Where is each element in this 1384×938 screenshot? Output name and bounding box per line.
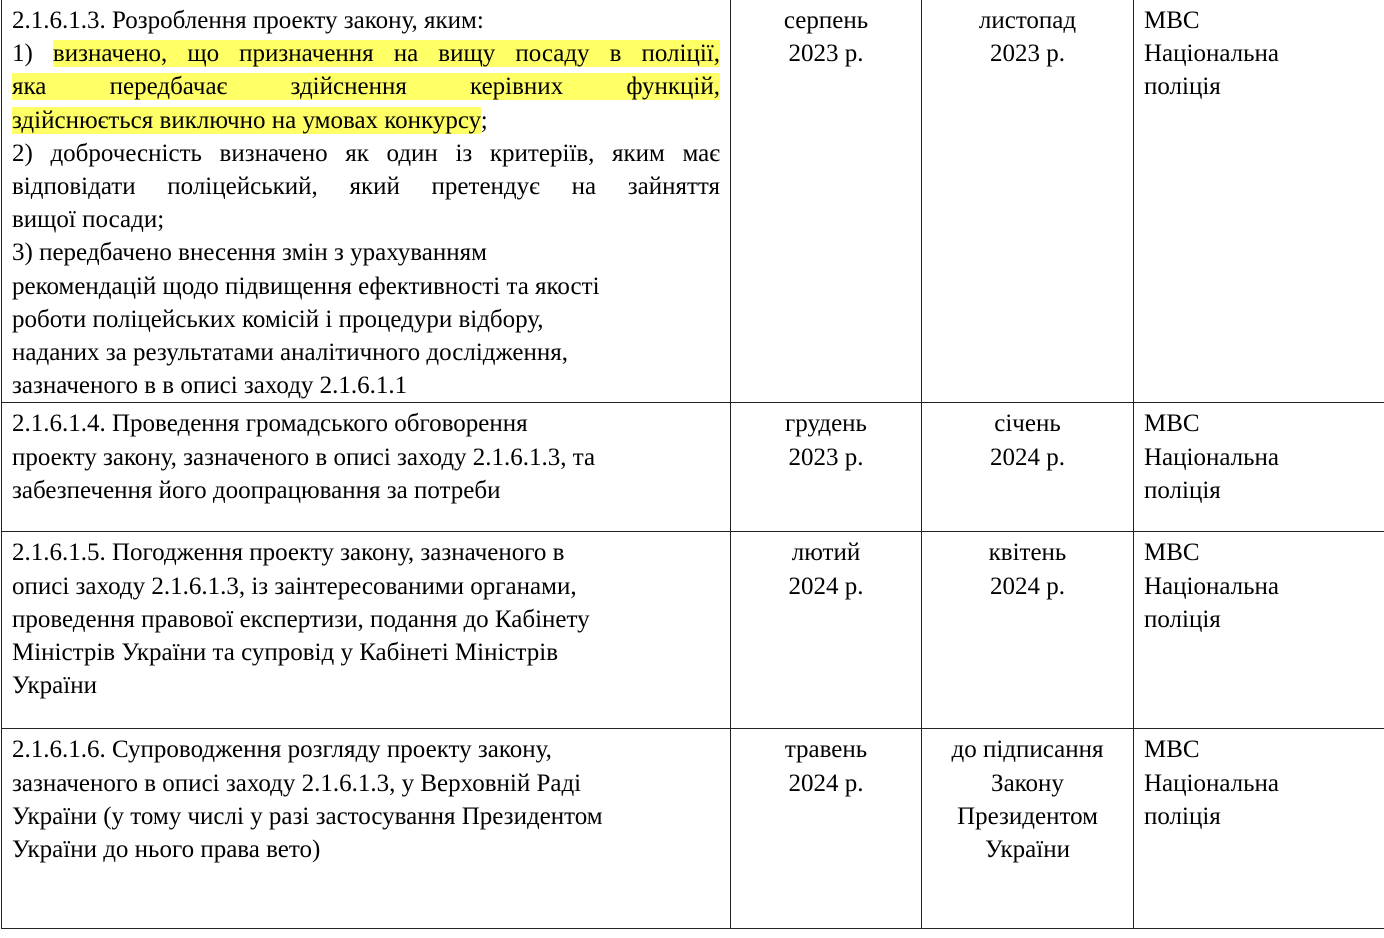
table-row [2,403,1384,532]
start-date-cell: серпень 2023 р. [731,0,922,403]
responsible-cell: МВС Національна поліція [1134,0,1384,403]
end-date-cell: листопад 2023 р. [922,0,1134,403]
measure-description-cell: 2.1.6.1.4. Проведення громадського обговорення проекту закону, зазначеного в описі заходу 2.1.6.1.3, та забезпечення його доопрацювання за потреби [2,403,731,532]
measure-description-cell: 2.1.6.1.5. Погодження проекту закону, зазначеного в описі заходу 2.1.6.1.3, із заінтересованими органами, проведення правової експертизи, подання до Кабінету Міністрів України та супровід у Кабінеті Міністрів України [2,532,731,729]
measure-description-cell: 2.1.6.1.6. Супроводження розгляду проекту закону, зазначеного в описі заходу 2.1.6.1.3, у Верховній Раді України (у тому числі у разі застосування Президентом України до нього права вето) [2,729,731,929]
start-date-cell: грудень 2023 р. [731,403,922,532]
table-row [2,729,1384,929]
end-date-cell: до підписання Закону Президентом України [922,729,1134,929]
end-date-cell: квітень 2024 р. [922,532,1134,729]
highlighted-text: яка передбачає здійснення керівних функцій, [12,73,720,101]
responsible-cell: МВС Національна поліція [1134,729,1384,929]
highlighted-text: визначено, що призначення на вищу посаду в поліції, [52,40,720,68]
measure-description-cell: 2.1.6.1.3. Розроблення проекту закону, яким: 1) визначено, що призначення на вищу посаду в поліції, яка передбачає здійснення керівних функцій, здійснюється виключно на умовах конкурсу; 2) доброчесність визначено як один із критеріїв, яким має відповідати поліцейський, який претендує на зайняття вищої посади; 3) передбачено внесення змін з урахуванням рекомендацій щодо підвищення ефективності та якості роботи поліцейських комісій і процедури відбору, наданих за результатами аналітичного дослідження, зазначеного в в описі заходу 2.1.6.1.1 [2,0,731,403]
responsible-cell: МВС Національна поліція [1134,532,1384,729]
responsible-cell: МВС Національна поліція [1134,403,1384,532]
highlighted-text: здійснюється виключно на умовах конкурсу [12,106,481,134]
end-date-cell: січень 2024 р. [922,403,1134,532]
table-row [2,0,1384,403]
table-row [2,532,1384,729]
start-date-cell: лютий 2024 р. [731,532,922,729]
measure-title: 2.1.6.1.3. Розроблення проекту закону, яким: [12,7,484,34]
start-date-cell: травень 2024 р. [731,729,922,929]
action-plan-table [1,0,1384,929]
